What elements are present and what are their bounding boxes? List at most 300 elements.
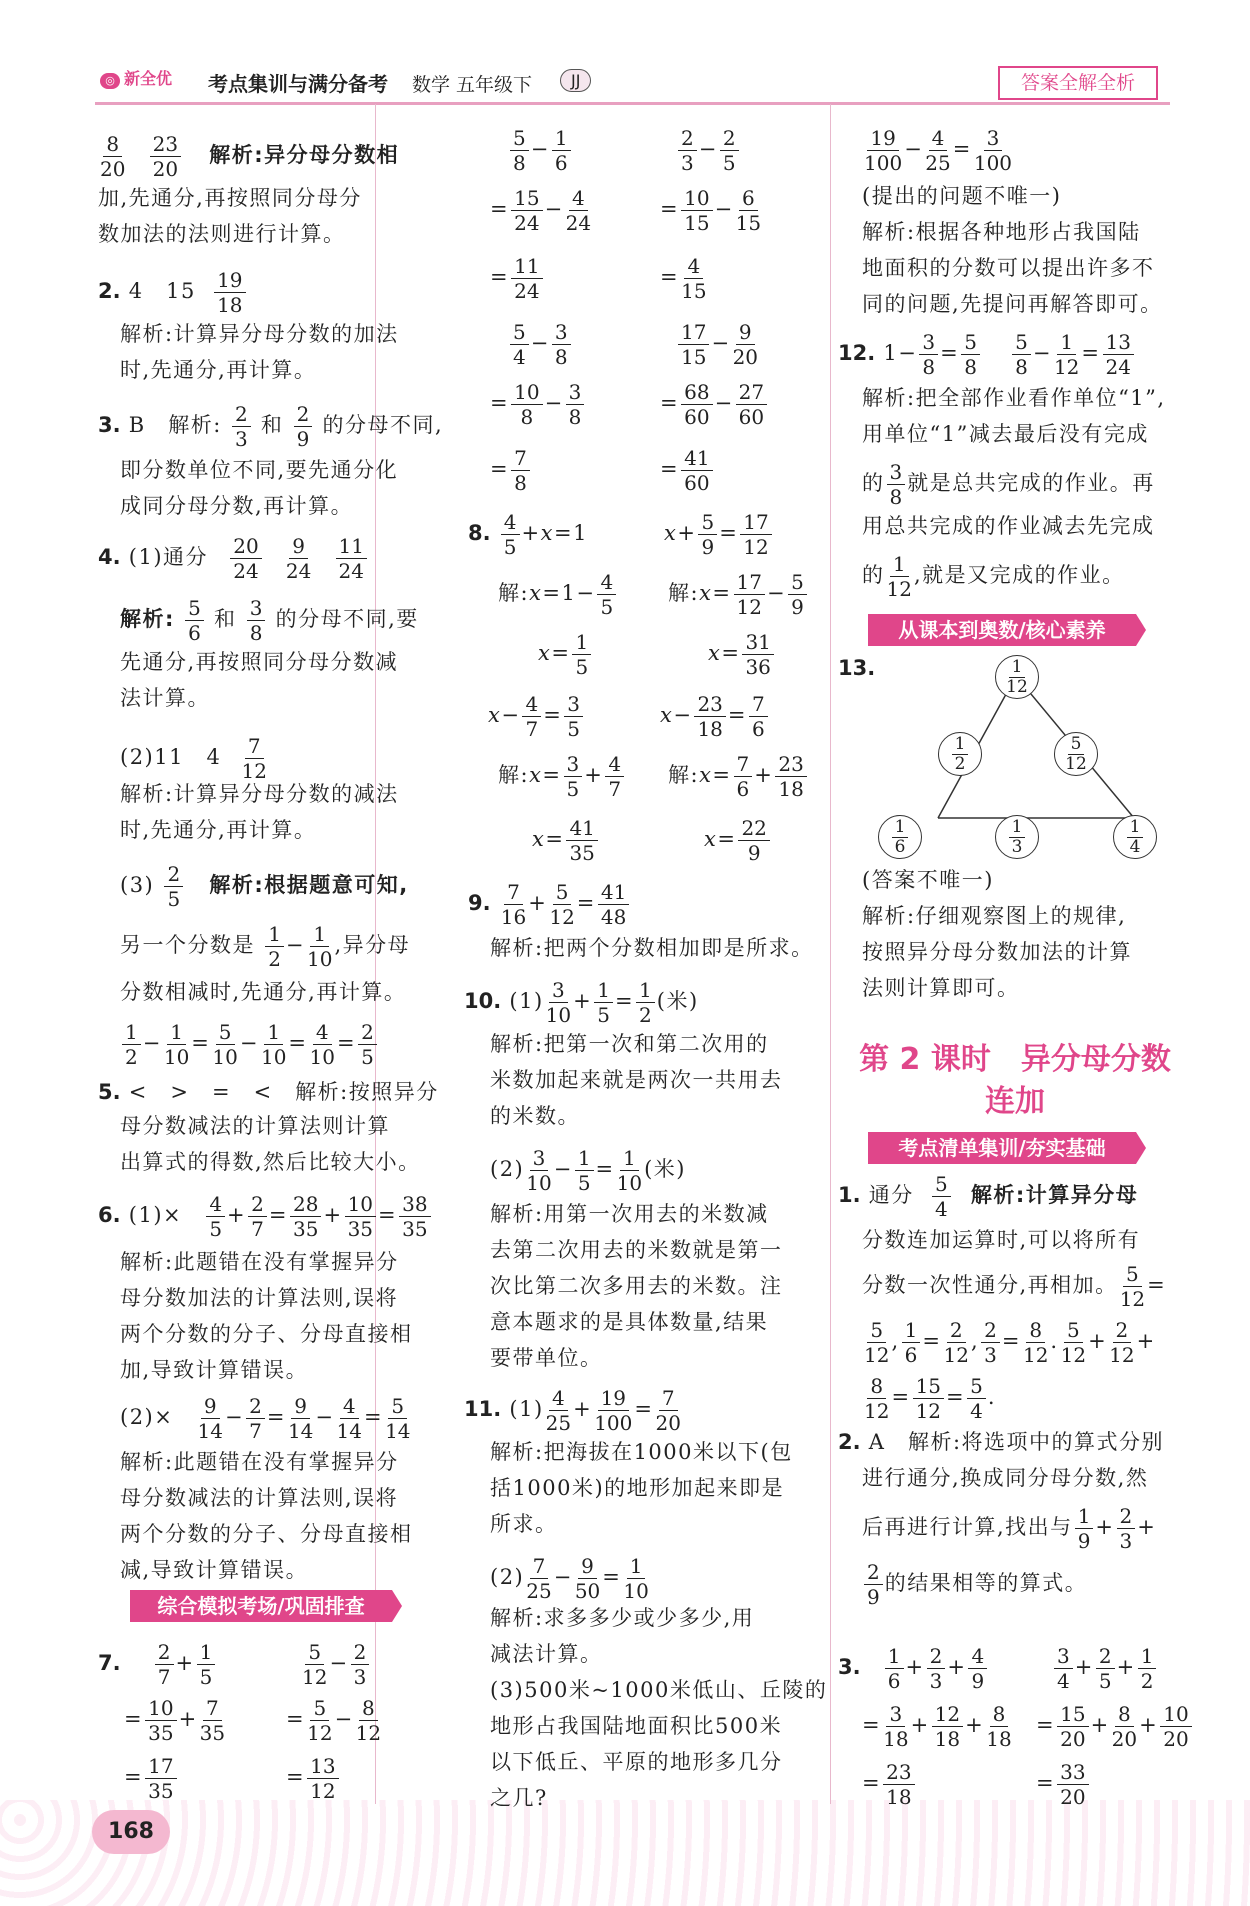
triangle-node [995, 655, 1039, 699]
fraction: $\frac{15}{24}$ [511, 186, 542, 235]
page-header [0, 62, 1250, 106]
fraction: $\frac{20}{24}$ [230, 534, 261, 583]
fraction: $\frac{1}{12}$ [1053, 330, 1080, 379]
question-8: 8. $\frac{4}{5}$ +x=1 [468, 510, 588, 559]
logo-icon: ◎ [100, 73, 120, 89]
fraction: $\frac{41}{35}$ [566, 816, 597, 865]
fraction: $\frac{2}{7}$ [246, 1394, 265, 1443]
question-3 [98, 402, 443, 451]
text: 解析: [120, 607, 175, 631]
answer-text: < > = < 解析:按照异分 [128, 1080, 439, 1104]
c3-equation: $\frac{3}{4}$ + $\frac{2}{5}$ + $\frac{1}{2}$ [1052, 1644, 1158, 1693]
c3-equation: = $\frac{33}{20}$ [1036, 1760, 1091, 1809]
text: (2) [490, 1565, 525, 1589]
fraction: $\frac{2}{9}$ [864, 1560, 883, 1609]
fraction: $\frac{9}{24}$ [285, 534, 312, 583]
c3-line: 进行通分,换成同分母分数,然 [862, 1466, 1149, 1490]
c2-line: 解析:求多多少或少多少,用 [490, 1606, 755, 1630]
fraction: $\frac{11}{24}$ [511, 254, 542, 303]
fraction: $\frac{4}{25}$ [545, 1386, 572, 1435]
c1-line [120, 862, 409, 911]
fraction: $\frac{10}{20}$ [1160, 1702, 1191, 1751]
text: 解: [498, 763, 530, 787]
text: ,异分母 [334, 933, 411, 957]
fraction: $\frac{3}{8}$ [247, 596, 266, 645]
series-title: 考点集训与满分备考 [208, 72, 388, 96]
fraction: $\frac{9}{50}$ [574, 1554, 601, 1603]
c2-line: 要带单位。 [490, 1346, 603, 1370]
c1-equation: = $\frac{17}{35}$ [124, 1754, 179, 1803]
fraction: $\frac{5}{12}$ [549, 880, 575, 929]
fraction: $\frac{2}{5}$ [720, 126, 739, 175]
brand-logo [100, 66, 172, 89]
c2-line: 减法计算。 [490, 1642, 603, 1666]
c3-line [862, 1560, 1087, 1609]
question-number: 5. [98, 1080, 121, 1104]
fraction: $\frac{22}{9}$ [738, 816, 769, 865]
fraction: $\frac{1}{6}$ [885, 1644, 904, 1693]
c1-line [120, 596, 419, 645]
c1-line: 母分数加法的计算法则,误将 [120, 1286, 399, 1310]
fraction: $\frac{41}{48}$ [598, 880, 629, 929]
c1-line: 数加法的法则进行计算。 [98, 222, 346, 246]
c1-line: 成同分母分数,再计算。 [120, 494, 354, 518]
question-number: 2. [838, 1430, 861, 1454]
fraction: $\frac{4}{25}$ [925, 126, 951, 175]
c2-line: 解析:把第一次和第二次用的 [490, 1032, 769, 1056]
question-number: 8. [468, 521, 491, 545]
c3-line: 法则计算即可。 [862, 976, 1020, 1000]
c1-line: 即分数单位不同,要先通分化 [120, 458, 399, 482]
fraction: $\frac{5}{8}$ [1012, 330, 1031, 379]
fraction: $\frac{2}{7}$ [248, 1192, 267, 1241]
fraction: $\frac{5}{8}$ [510, 126, 529, 175]
fraction: $\frac{4}{9}$ [968, 1644, 987, 1693]
fraction: $\frac{1}{2}$ [122, 1020, 141, 1069]
lesson-title-line-2: 连加 [985, 1084, 1045, 1119]
section-banner: 考点清单集训/夯实基础 [868, 1132, 1136, 1164]
c3-line: 分数连加运算时,可以将所有 [862, 1228, 1141, 1252]
subject-grade: 数学 五年级下 [412, 74, 533, 96]
fraction: $\frac{2}{9}$ [294, 402, 313, 451]
c2-line: 次比第二次多用去的米数。注 [490, 1274, 783, 1298]
text: 解析:根据题意可知, [209, 873, 409, 897]
fraction: $\frac{1}{3}$ [1009, 818, 1026, 857]
text: 的 [862, 471, 885, 495]
c3-line [862, 552, 1125, 601]
c1-line-1 [98, 132, 399, 181]
c3-line: 用总共完成的作业减去先完成 [862, 514, 1155, 538]
fraction: $\frac{3}{4}$ [1054, 1644, 1073, 1693]
fraction: $\frac{2}{12}$ [1109, 1318, 1135, 1367]
triangle-node [938, 732, 982, 776]
text: 的结果相等的算式。 [884, 1571, 1088, 1595]
question-11: 11. (1) $\frac{4}{25}$ + $\frac{19}{100}$ = $\frac{7}{20}$ [464, 1386, 681, 1435]
fraction: $\frac{23}{20}$ [150, 132, 181, 181]
fraction: $\frac{1}{5}$ [572, 630, 591, 679]
text: 就是总共完成的作业。再 [907, 471, 1155, 495]
c1-line: 时,先通分,再计算。 [120, 818, 317, 842]
c1-line: 解析:计算异分母分数的加法 [120, 322, 399, 346]
fraction: $\frac{5}{14}$ [385, 1394, 411, 1443]
question-2-lesson [838, 1428, 1164, 1456]
c2-line: 以下低丘、平原的地形多几分 [490, 1750, 783, 1774]
question-number: 4. [98, 545, 121, 569]
c1-line: 时,先通分,再计算。 [120, 358, 317, 382]
c2-line: 括1000米)的地形加起来即是 [490, 1476, 785, 1500]
answer-text: B 解析: [128, 413, 222, 437]
c3-line: (提出的问题不唯一) [862, 184, 1062, 208]
c1-line: (2)× $\frac{9}{14}$ − $\frac{2}{7}$ = $\frac{9}{14}$ − $\frac{4}{14}$ = $\frac{5}{14}$ [120, 1394, 411, 1443]
triangle-node [1054, 732, 1098, 776]
text: 分数一次性通分,再相加。 [862, 1273, 1118, 1297]
text: (1) [509, 1397, 544, 1421]
fraction: $\frac{8}{20}$ [100, 132, 126, 181]
c2-equation: x= $\frac{31}{36}$ [708, 630, 776, 679]
question-number: 1. [838, 1183, 861, 1207]
fraction: $\frac{23}{18}$ [883, 1760, 914, 1809]
c2-equation: x− $\frac{4}{7}$ = $\frac{3}{5}$ [488, 692, 585, 741]
c3-line: 地面积的分数可以提出许多不 [862, 256, 1155, 280]
c2-equation: x= $\frac{22}{9}$ [704, 816, 772, 865]
fraction: $\frac{1}{6}$ [902, 1318, 921, 1367]
fraction: $\frac{4}{5}$ [501, 510, 520, 559]
fraction: $\frac{15}{12}$ [913, 1374, 944, 1423]
c1-line: 解析:此题错在没有掌握异分 [120, 1450, 399, 1474]
fraction: $\frac{8}{12}$ [864, 1374, 890, 1423]
question-4 [98, 534, 369, 583]
fraction: $\frac{2}{3}$ [678, 126, 697, 175]
c3-equation: = $\frac{15}{20}$ + $\frac{8}{20}$ + $\frac{10}{20}$ [1036, 1702, 1194, 1751]
fraction: $\frac{10}{35}$ [345, 1192, 376, 1241]
c1-line: 解析:此题错在没有掌握异分 [120, 1250, 399, 1274]
c2-line: 所求。 [490, 1512, 558, 1536]
c3-line: 解析:把全部作业看作单位“1”, [862, 386, 1166, 410]
fraction: $\frac{3}{8}$ [919, 330, 938, 379]
text: 解: [668, 763, 700, 787]
fraction: $\frac{1}{5}$ [575, 1146, 594, 1195]
fraction: $\frac{3}{10}$ [545, 978, 572, 1027]
fraction: $\frac{19}{100}$ [864, 126, 903, 175]
fraction: $\frac{3}{8}$ [552, 320, 571, 369]
question-number: 6. [98, 1203, 121, 1227]
fraction: $\frac{12}{18}$ [932, 1702, 963, 1751]
fraction: $\frac{33}{20}$ [1057, 1760, 1088, 1809]
fraction: $\frac{6}{15}$ [735, 186, 762, 235]
fraction: $\frac{11}{24}$ [336, 534, 367, 583]
fraction: $\frac{1}{10}$ [623, 1554, 649, 1603]
fraction: $\frac{5}{12}$ [864, 1318, 890, 1367]
fraction: $\frac{4}{5}$ [597, 570, 616, 619]
fraction: $\frac{17}{35}$ [145, 1754, 176, 1803]
section-banner: 从课本到奥数/核心素养 [868, 614, 1136, 646]
c1-line: 解析:计算异分母分数的减法 [120, 782, 399, 806]
c1-line: 加,导致计算错误。 [120, 1358, 309, 1382]
fraction: $\frac{4}{5}$ [206, 1192, 225, 1241]
fraction: $\frac{1}{10}$ [163, 1020, 190, 1069]
fraction: $\frac{4}{7}$ [522, 692, 541, 741]
question-2 [98, 268, 248, 317]
question-number: 11. [464, 1397, 502, 1421]
c3-equation: $\frac{19}{100}$ − $\frac{4}{25}$ = $\frac{3}{100}$ [864, 126, 1013, 175]
answer-text: 4 15 [128, 279, 196, 303]
question-1 [838, 1172, 1138, 1221]
text: (米) [656, 989, 699, 1013]
answer-text: (2)11 4 [120, 745, 222, 769]
fraction: $\frac{1}{5}$ [197, 1640, 216, 1689]
c2-equation: x− $\frac{23}{18}$ = $\frac{7}{6}$ [660, 692, 770, 741]
fraction: $\frac{13}{12}$ [307, 1754, 338, 1803]
fraction: $\frac{7}{25}$ [526, 1554, 552, 1603]
c3-equation: = $\frac{3}{18}$ + $\frac{12}{18}$ + $\frac{8}{18}$ [862, 1702, 1012, 1751]
answer-text: (3) [120, 873, 155, 897]
fraction: $\frac{5}{4}$ [932, 1172, 951, 1221]
c2-equation: 解:x= $\frac{17}{12}$ − $\frac{5}{9}$ [668, 570, 809, 619]
c3-line: 按照异分母分数加法的计算 [862, 940, 1132, 964]
text: 和 [214, 607, 237, 631]
question-10: 10. (1) $\frac{3}{10}$ + $\frac{1}{5}$ = $\frac{1}{2}$ (米) [464, 978, 699, 1027]
c2-line: 解析:用第一次用去的米数减 [490, 1202, 769, 1226]
triangle-node [878, 815, 922, 859]
question-5 [98, 1078, 439, 1106]
fraction: $\frac{13}{24}$ [1103, 330, 1134, 379]
question-number: 12. [838, 341, 876, 365]
fraction: $\frac{2}{7}$ [155, 1640, 174, 1689]
text: (1) [509, 989, 544, 1013]
logo-text: 新全优 [124, 69, 173, 88]
question-number: 7. [98, 1651, 121, 1675]
fraction: $\frac{28}{35}$ [290, 1192, 321, 1241]
section-banner: 综合模拟考场/巩固排查 [130, 1590, 392, 1622]
c2-equation: x= $\frac{1}{5}$ [538, 630, 593, 679]
c3-equation: = $\frac{23}{18}$ [862, 1760, 917, 1809]
fraction: $\frac{4}{14}$ [336, 1394, 362, 1443]
c2-equation: = $\frac{41}{60}$ [660, 446, 715, 495]
fraction: $\frac{5}{9}$ [698, 510, 717, 559]
c2-equation: x= $\frac{41}{35}$ [532, 816, 600, 865]
c2-equation: = $\frac{68}{60}$ − $\frac{27}{60}$ [660, 380, 769, 429]
c2-equation: = $\frac{4}{15}$ [660, 254, 707, 303]
fraction: $\frac{2}{3}$ [981, 1318, 1000, 1367]
fraction: $\frac{2}{5}$ [358, 1020, 377, 1069]
c2-line: 地形占我国陆地面积比500米 [490, 1714, 783, 1738]
fraction: $\frac{15}{20}$ [1057, 1702, 1088, 1751]
triangle-node [1113, 815, 1157, 859]
c2-equation: $\frac{2}{3}$ − $\frac{2}{5}$ [676, 126, 741, 175]
fraction: $\frac{3}{5}$ [564, 752, 583, 801]
c1-line: 出算式的得数,然后比较大小。 [120, 1150, 421, 1174]
fraction: $\frac{5}{4}$ [510, 320, 529, 369]
c1-equation: $\frac{1}{2}$ − $\frac{1}{10}$ = $\frac{5}{10}$ − $\frac{1}{10}$ = $\frac{4}{10}$ = $\frac{2}{5}$ [120, 1020, 379, 1069]
fraction: $\frac{4}{10}$ [309, 1020, 335, 1069]
fraction: $\frac{8}{20}$ [1111, 1702, 1138, 1751]
c1-line: 减,导致计算错误。 [120, 1558, 309, 1582]
c2-line: 的米数。 [490, 1104, 580, 1128]
c2-equation: (2) $\frac{3}{10}$ − $\frac{1}{5}$ = $\frac{1}{10}$ (米) [490, 1146, 686, 1195]
edition-badge: JJ [560, 69, 591, 92]
fraction: $\frac{5}{10}$ [212, 1020, 238, 1069]
fraction: $\frac{7}{6}$ [734, 752, 753, 801]
c2-line: 去第二次用去的米数就是第一 [490, 1238, 783, 1262]
text: ,就是又完成的作业。 [913, 563, 1125, 587]
fraction: $\frac{2}{3}$ [351, 1640, 370, 1689]
question-number: 3. [98, 413, 121, 437]
c1-equation: = $\frac{10}{35}$ + $\frac{7}{35}$ [124, 1696, 226, 1745]
fraction: $\frac{3}{18}$ [883, 1702, 909, 1751]
fraction: $\frac{5}{12}$ [1119, 1262, 1146, 1311]
c2-equation: = $\frac{10}{8}$ − $\frac{3}{8}$ [490, 380, 586, 429]
text: (米) [644, 1157, 686, 1181]
c2-line: (3)500米~1000米低山、丘陵的 [490, 1678, 828, 1702]
fraction: $\frac{17}{12}$ [734, 570, 765, 619]
fraction: $\frac{3}{5}$ [564, 692, 583, 741]
c2-line: 解析:把两个分数相加即是所求。 [490, 936, 814, 960]
c1-equation: = $\frac{5}{12}$ − $\frac{8}{12}$ [286, 1696, 382, 1745]
answer-text: (1)× [128, 1203, 183, 1227]
answer-text: 通分 [868, 1183, 914, 1207]
fraction: $\frac{10}{15}$ [681, 186, 712, 235]
text: 解析:计算异分母 [970, 1183, 1139, 1207]
c1-line: 母分数减法的计算法则,误将 [120, 1486, 399, 1510]
fraction: $\frac{2}{12}$ [943, 1318, 969, 1367]
c3-line: 同的问题,先提问再解答即可。 [862, 292, 1163, 316]
question-7: 7. $\frac{2}{7}$ + $\frac{1}{5}$ [98, 1640, 217, 1689]
c1-line: 先通分,再按照同分母分数减 [120, 650, 399, 674]
c1-line: 两个分数的分子、分母直接相 [120, 1522, 413, 1546]
fraction: $\frac{1}{2}$ [265, 922, 284, 971]
c2-line: 米数加起来就是两次一共用去 [490, 1068, 783, 1092]
fraction: $\frac{19}{100}$ [594, 1386, 633, 1435]
fraction: $\frac{3}{100}$ [973, 126, 1013, 175]
question-number: 3. [838, 1655, 861, 1679]
fraction: $\frac{19}{18}$ [214, 268, 245, 317]
question-number: 2. [98, 279, 121, 303]
fraction: $\frac{7}{16}$ [500, 880, 527, 929]
fraction: $\frac{9}{20}$ [732, 320, 759, 369]
fraction: $\frac{5}{4}$ [967, 1374, 986, 1423]
c1-equation: = $\frac{13}{12}$ [286, 1754, 341, 1803]
fraction: $\frac{5}{12}$ [1060, 1318, 1087, 1367]
c2-line: 解析:把海拔在1000米以下(包 [490, 1440, 793, 1464]
c3-line: 后再进行计算,找出与 $\frac{1}{9}$ + $\frac{2}{3}$ + [862, 1504, 1157, 1553]
fraction: $\frac{9}{14}$ [287, 1394, 314, 1443]
footer-decoration [0, 1800, 1250, 1906]
c2-equation: 解:x= $\frac{3}{5}$ + $\frac{4}{7}$ [498, 752, 626, 801]
c2-equation: 解:x= $\frac{7}{6}$ + $\frac{23}{18}$ [668, 752, 809, 801]
fraction: $\frac{31}{36}$ [742, 630, 773, 679]
fraction: $\frac{3}{10}$ [526, 1146, 552, 1195]
fraction: $\frac{3}{8}$ [566, 380, 585, 429]
c1-line: 另一个分数是 $\frac{1}{2}$ − $\frac{1}{10}$ ,异分母 [120, 922, 411, 971]
c3-equation: $\frac{8}{12}$ = $\frac{15}{12}$ = $\frac{5}{4}$ . [864, 1374, 997, 1423]
fraction: $\frac{10}{8}$ [511, 380, 542, 429]
fraction: $\frac{3}{8}$ [887, 460, 906, 509]
question-number: 9. [468, 891, 491, 915]
c2-equation: $\frac{17}{15}$ − $\frac{9}{20}$ [676, 320, 760, 369]
fraction: $\frac{68}{60}$ [681, 380, 712, 429]
fraction: $\frac{41}{60}$ [681, 446, 712, 495]
c1-line: 分数相减时,先通分,再计算。 [120, 980, 407, 1004]
c2-line: 意本题求的是具体数量,结果 [490, 1310, 769, 1334]
fraction: $\frac{2}{3}$ [1117, 1504, 1136, 1553]
c2-equation: = $\frac{15}{24}$ − $\frac{4}{24}$ [490, 186, 592, 235]
fraction: $\frac{5}{9}$ [788, 570, 807, 619]
fraction: $\frac{1}{6}$ [892, 818, 909, 857]
c2-equation: (2) $\frac{7}{25}$ − $\frac{9}{50}$ = $\frac{1}{10}$ [490, 1554, 649, 1603]
question-number: 13. [838, 656, 876, 680]
fraction: $\frac{7}{20}$ [655, 1386, 681, 1435]
fraction: $\frac{9}{14}$ [197, 1394, 223, 1443]
question-9: 9. $\frac{7}{16}$ + $\frac{5}{12}$ = $\frac{41}{48}$ [468, 880, 631, 929]
lesson-title: 第 2 课时 异分母分数 [859, 1042, 1171, 1077]
text: 的 [862, 563, 885, 587]
fraction: $\frac{23}{18}$ [694, 692, 725, 741]
fraction: $\frac{1}{9}$ [1075, 1504, 1094, 1553]
column-divider-2 [830, 104, 831, 1804]
fraction: $\frac{1}{2}$ [1138, 1644, 1157, 1693]
c2-equation: x+ $\frac{5}{9}$ = $\frac{17}{12}$ [664, 510, 774, 559]
answer-text: A 解析:将选项中的算式分别 [868, 1430, 1165, 1454]
c3-line [862, 460, 1155, 509]
text: 后再进行计算,找出与 [862, 1515, 1073, 1539]
text: 解: [668, 581, 700, 605]
fraction: $\frac{1}{10}$ [616, 1146, 643, 1195]
fraction: $\frac{1}{10}$ [260, 1020, 287, 1069]
fraction: $\frac{7}{8}$ [511, 446, 530, 495]
fraction: $\frac{1}{12}$ [1006, 656, 1028, 697]
fraction: $\frac{1}{5}$ [594, 978, 613, 1027]
fraction: $\frac{1}{6}$ [552, 126, 571, 175]
fraction: $\frac{5}{12}$ [1065, 733, 1087, 774]
text: (2) [490, 1157, 525, 1181]
text: 另一个分数是 [120, 933, 255, 957]
fraction: $\frac{2}{5}$ [164, 862, 183, 911]
fraction: $\frac{2}{3}$ [232, 402, 251, 451]
c1-line: 母分数减法的计算法则计算 [120, 1114, 390, 1138]
answer-text: (1)通分 [128, 545, 209, 569]
answer-text: (2)× [120, 1405, 174, 1429]
c3-line: 用单位“1”减去最后没有完成 [862, 422, 1149, 446]
fraction: $\frac{23}{18}$ [775, 752, 806, 801]
fraction: $\frac{27}{60}$ [736, 380, 767, 429]
fraction: $\frac{7}{12}$ [241, 734, 267, 783]
fraction: $\frac{1}{2}$ [952, 735, 969, 774]
fraction: $\frac{38}{35}$ [399, 1192, 430, 1241]
fraction: $\frac{1}{4}$ [1127, 818, 1144, 857]
c3-equation: $\frac{5}{12}$ , $\frac{1}{6}$ = $\frac{2}{12}$ , $\frac{2}{3}$ = $\frac{8}{12}$ . $\frac{5}{12}$ + $\frac{2}{12}$ + [864, 1318, 1156, 1367]
c1-equation: $\frac{5}{12}$ − $\frac{2}{3}$ [300, 1640, 371, 1689]
fraction: $\frac{4}{15}$ [681, 254, 707, 303]
fraction: $\frac{1}{10}$ [307, 922, 333, 971]
fraction: $\frac{17}{15}$ [678, 320, 709, 369]
fraction: $\frac{5}{6}$ [185, 596, 204, 645]
text: 解: [498, 581, 530, 605]
fraction: $\frac{5}{8}$ [961, 330, 980, 379]
fraction: $\frac{8}{12}$ [1022, 1318, 1049, 1367]
question-12: 12. 1− $\frac{3}{8}$ = $\frac{5}{8}$ $\frac{5}{8}$ − $\frac{1}{12}$ = $\frac{13}{24}$ [838, 330, 1136, 379]
answer-tag: 答案全解全析 [998, 66, 1158, 100]
analysis-text: 解析:异分母分数相 [209, 143, 400, 167]
c2-equation: $\frac{5}{8}$ − $\frac{1}{6}$ [508, 126, 573, 175]
fraction: $\frac{8}{18}$ [986, 1702, 1012, 1751]
c2-equation: = $\frac{11}{24}$ [490, 254, 545, 303]
fraction: $\frac{4}{7}$ [605, 752, 624, 801]
fraction: $\frac{4}{24}$ [565, 186, 592, 235]
page-number: 168 [92, 1810, 170, 1854]
fraction: $\frac{7}{6}$ [749, 692, 768, 741]
c2-equation: = $\frac{10}{15}$ − $\frac{6}{15}$ [660, 186, 762, 235]
c3-line: 解析:根据各种地形占我国陆 [862, 220, 1141, 244]
